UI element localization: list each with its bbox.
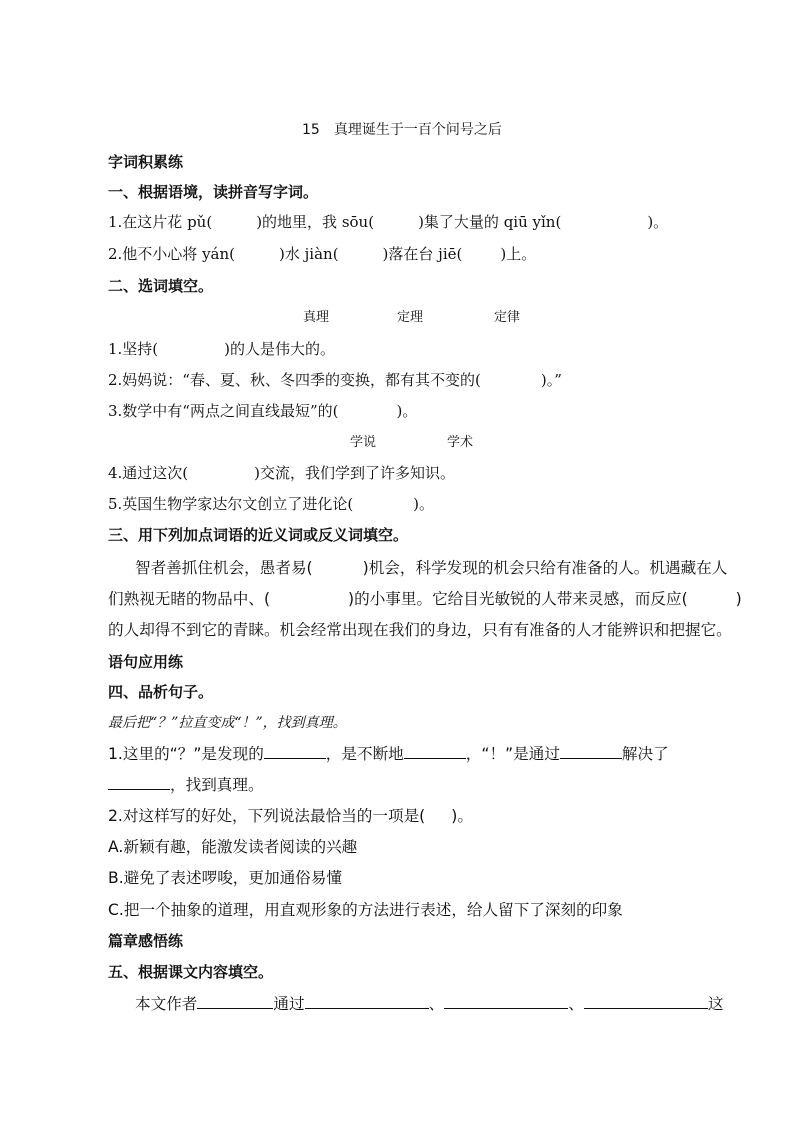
q2-option-2: 定理 <box>397 310 424 325</box>
q2-option-1: 真理 <box>303 310 330 325</box>
answer-line[interactable] <box>108 775 170 790</box>
q4-item-1-line-1: 1.这里的“？”是发现的 ，是不断地 ，“！”是通过 解决了 <box>108 745 669 763</box>
q4-option-a[interactable]: A.新颖有趣，能激发读者阅读的兴趣 <box>108 838 358 856</box>
answer-line[interactable] <box>197 994 273 1009</box>
q1-heading: 一、根据语境，读拼音写字词。 <box>108 183 319 201</box>
q4-item-2: 2.对这样写的好处，下列说法最恰当的一项是( )。 <box>108 807 473 825</box>
q3-paragraph-line-3: 的人却得不到它的青睐。机会经常出现在我们的身边，只有有准备的人才能辨识和把握它。 <box>108 621 732 639</box>
answer-line[interactable] <box>584 994 708 1009</box>
q4-option-b[interactable]: B.避免了表述啰唆，更加通俗易懂 <box>108 869 342 887</box>
answer-line[interactable] <box>264 744 326 759</box>
q4-option-c[interactable]: C.把一个抽象的道理，用直观形象的方法进行表述，给人留下了深刻的印象 <box>108 901 623 919</box>
q2-heading: 二、选词填空。 <box>108 277 214 295</box>
q3-paragraph-line-1: 智者善抓住机会，愚者易( )机会，科学发现的机会只给有准备的人。机遇藏在人 <box>135 559 728 577</box>
q2-option-5: 学术 <box>447 435 474 450</box>
q2-item-4: 4.通过这次( )交流，我们学到了许多知识。 <box>108 464 456 482</box>
q2-item-3: 3.数学中有“两点之间直线最短”的( )。 <box>108 402 418 420</box>
q4-heading: 四、品析句子。 <box>108 683 214 701</box>
page-title: 15 真理诞生于一百个问号之后 <box>302 122 502 138</box>
q4-item-1-line-2: ，找到真理。 <box>108 775 264 795</box>
answer-line[interactable] <box>444 994 568 1009</box>
q3-heading: 三、用下列加点词语的近义词或反义词填空。 <box>108 526 409 544</box>
section-sentence-practice: 语句应用练 <box>108 653 184 671</box>
q1-line-1: 1.在这片花 pǔ( )的地里，我 sōu( )集了大量的 qiū yǐn( )。 <box>108 213 669 231</box>
q2-option-4: 学说 <box>350 435 377 450</box>
q2-option-3: 定律 <box>494 310 521 325</box>
q2-item-2: 2.妈妈说：“春、夏、秋、冬四季的变换，都有其不变的( )。” <box>108 371 562 389</box>
q2-item-1: 1.坚持( )的人是伟大的。 <box>108 340 336 358</box>
q2-item-5: 5.英国生物学家达尔文创立了进化论( )。 <box>108 495 435 513</box>
section-passage-practice: 篇章感悟练 <box>108 932 184 950</box>
q5-heading: 五、根据课文内容填空。 <box>108 963 274 981</box>
q4-quote: 最后把“？”拉直变成“！”，找到真理。 <box>108 715 347 731</box>
q1-line-2: 2.他不小心将 yán( )水 jiàn( )落在台 jiē( )上。 <box>108 245 537 263</box>
q5-line-1: 本文作者 通过 、 、 这 <box>135 995 724 1013</box>
answer-line[interactable] <box>560 744 622 759</box>
answer-line[interactable] <box>404 744 466 759</box>
section-word-practice: 字词积累练 <box>108 153 184 171</box>
answer-line[interactable] <box>305 994 429 1009</box>
q3-paragraph-line-2: 们熟视无睹的物品中、( )的小事里。它给目光敏锐的人带来灵感，而反应( ) <box>108 590 742 608</box>
